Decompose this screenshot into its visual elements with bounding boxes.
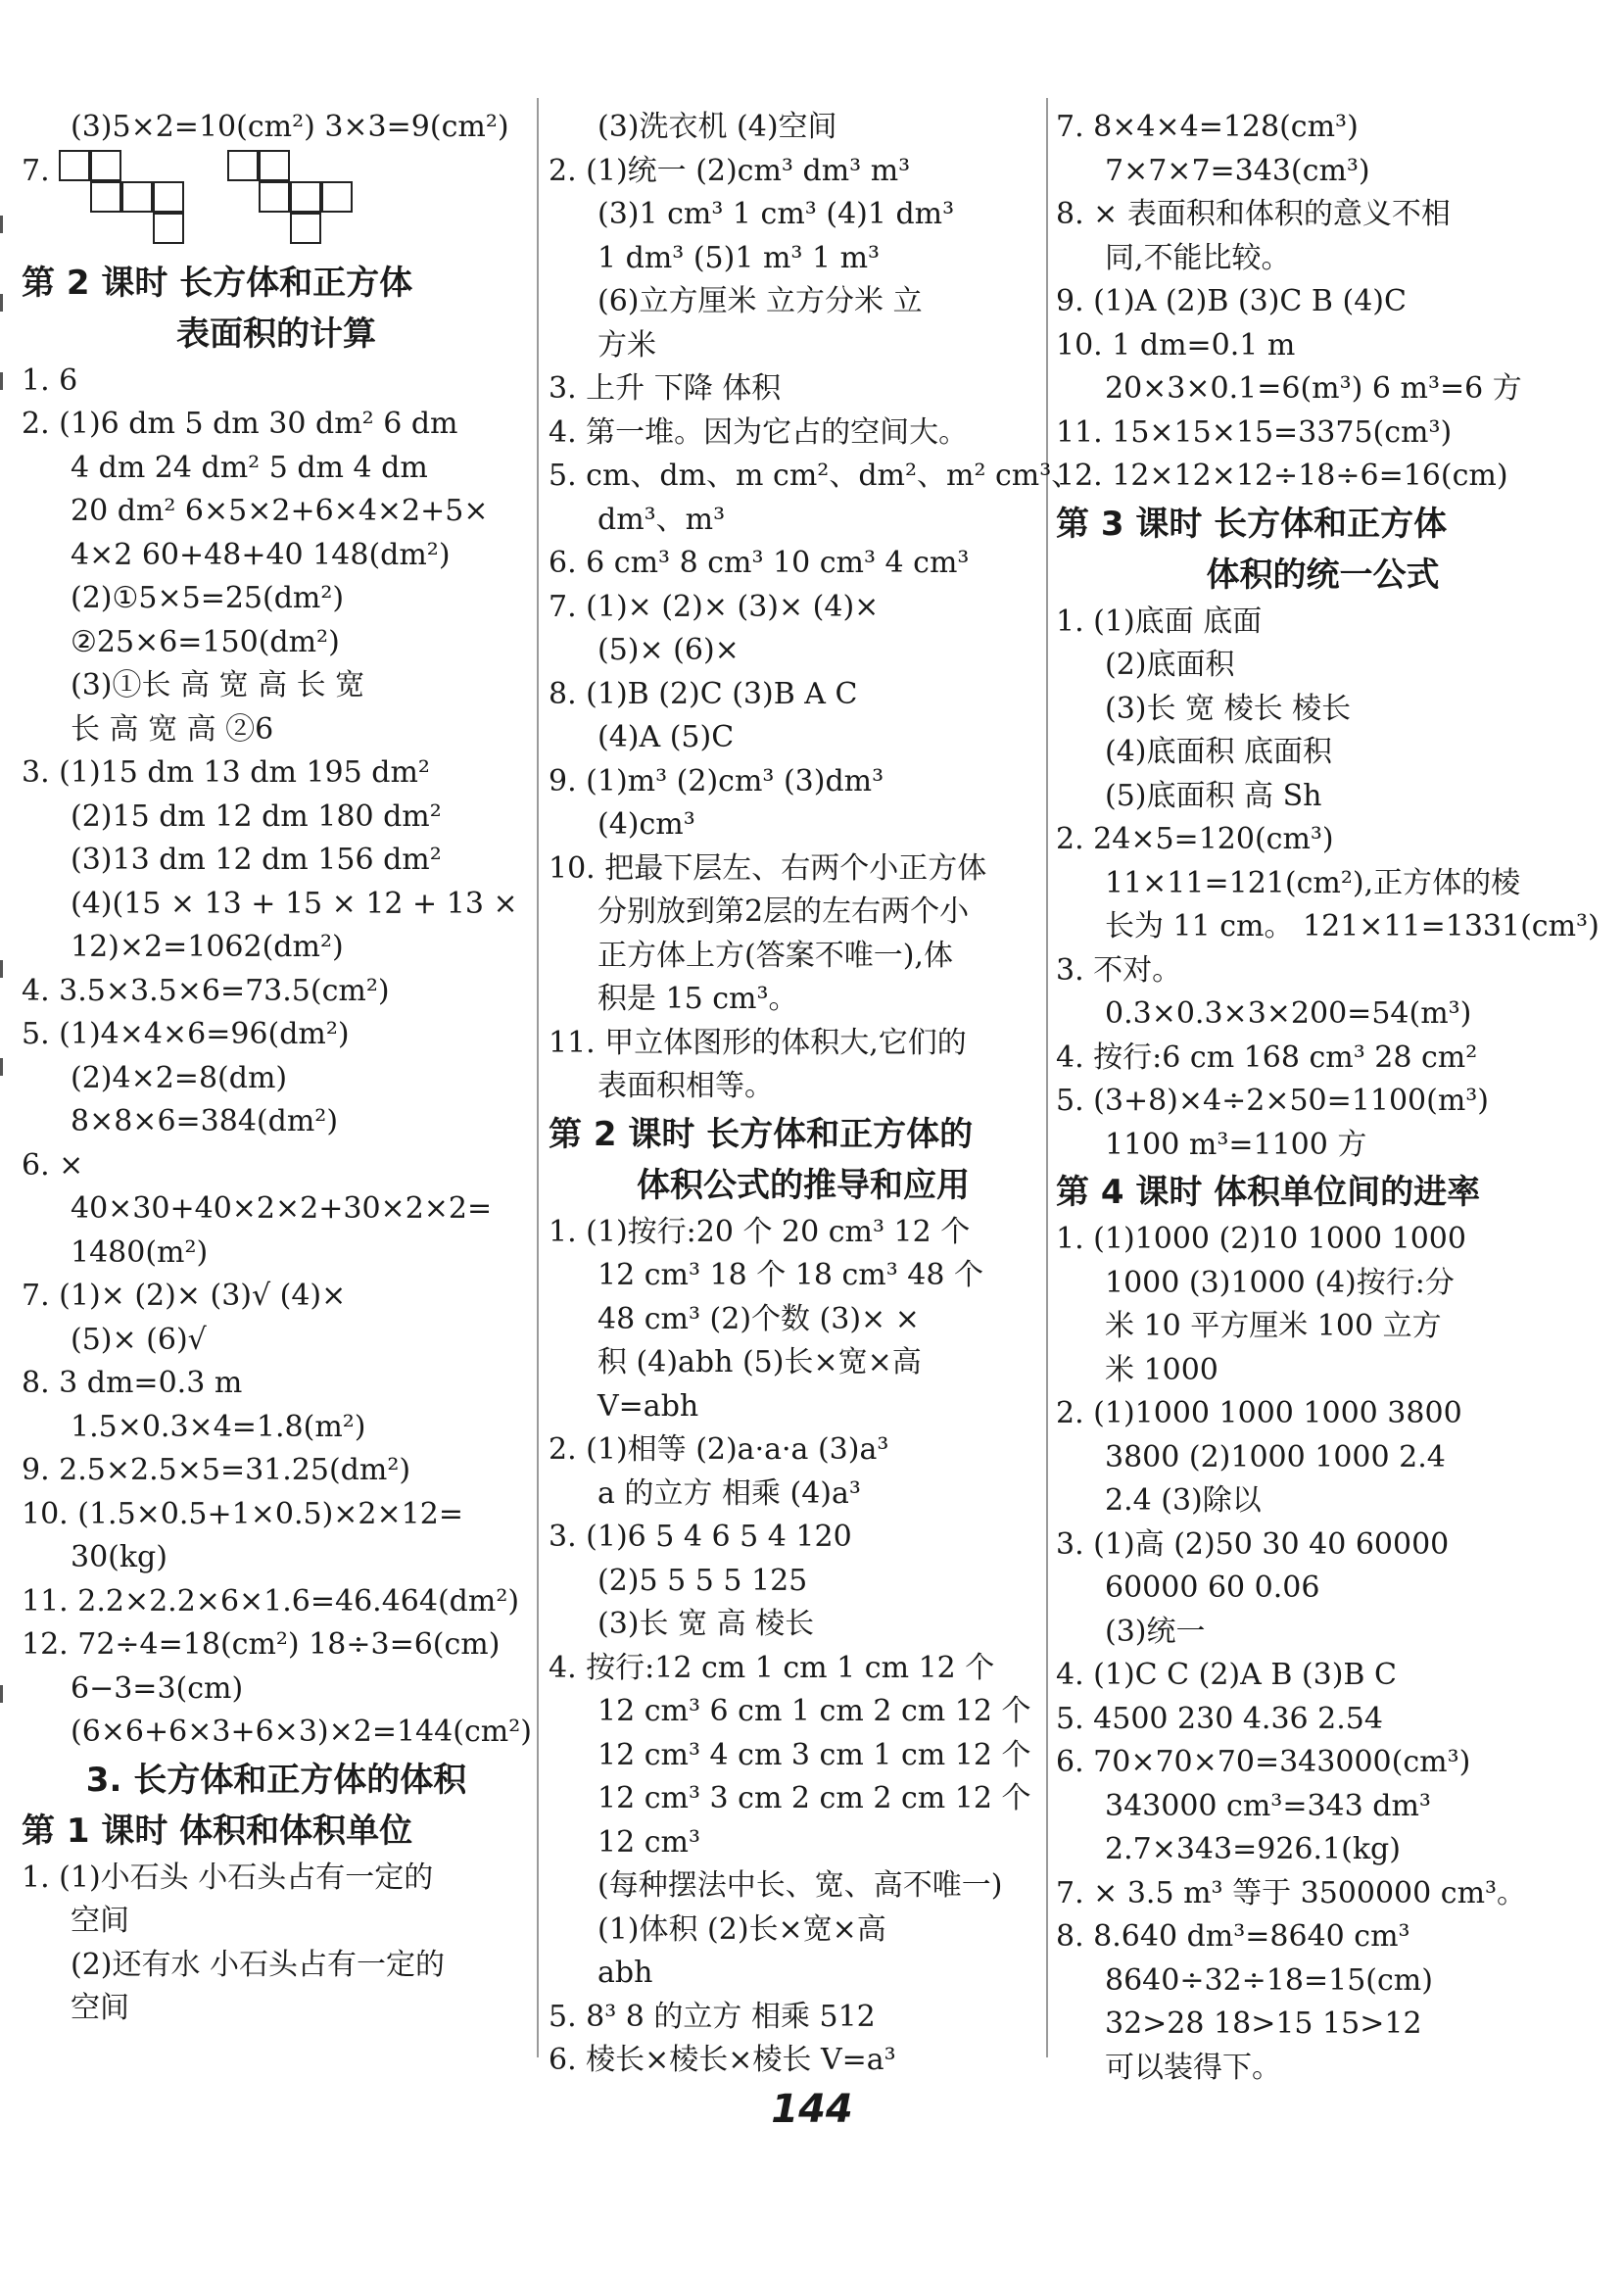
answer-line: 同,不能比较。 [1105, 240, 1291, 275]
answer-line: 4×2 60+48+40 148(dm²) [71, 537, 451, 572]
answer-line: 4. 第一堆。因为它占的空间大。 [549, 414, 969, 450]
answer-line: 5. cm、dm、m cm²、dm²、m² cm³、 [549, 459, 1081, 493]
answer-line: 3. (1)15 dm 13 dm 195 dm² [22, 755, 430, 790]
column-divider [537, 98, 539, 2057]
answer-line: 方米 [597, 327, 656, 363]
answer-line: 1 dm³ (5)1 m³ 1 m³ [597, 240, 881, 275]
answer-line: (6)立方厘米 立方分米 立 [597, 284, 923, 318]
answer-line: 12 cm³ [597, 1824, 700, 1860]
answer-line: 2. 24×5=120(cm³) [1056, 822, 1334, 856]
net-square [90, 181, 121, 213]
answer-line: 7. × 3.5 m³ 等于 3500000 cm³。 [1056, 1875, 1527, 1910]
answer-line: 6. × [22, 1147, 84, 1183]
answer-line: 20 dm² 6×5×2+6×4×2+5× [71, 494, 489, 528]
net-square [259, 150, 290, 181]
answer-line: 343000 cm³=343 dm³ [1105, 1788, 1431, 1823]
answer-line: (3)5×2=10(cm²) 3×3=9(cm²) [71, 110, 509, 144]
answer-line: 48 cm³ (2)个数 (3)× × [597, 1301, 920, 1336]
answer-line: 8. 3 dm=0.3 m [22, 1366, 243, 1400]
answer-line: (3)13 dm 12 dm 156 dm² [71, 843, 442, 877]
answer-line: 3. (1)高 (2)50 30 40 60000 [1056, 1526, 1450, 1562]
answer-line: 分别放到第2层的左右两个小 [597, 894, 970, 929]
answer-line: 2.7×343=926.1(kg) [1105, 1832, 1401, 1866]
answer-line: 2. (1)6 dm 5 dm 30 dm² 6 dm [22, 407, 458, 441]
answer-line: 空间 [71, 1991, 129, 2025]
answer-line: (5)× (6)√ [71, 1322, 207, 1357]
answer-line: 11. 2.2×2.2×6×1.6=46.464(dm²) [22, 1583, 520, 1619]
answer-line: 11×11=121(cm²),正方体的棱 [1105, 865, 1521, 900]
margin-mark [0, 960, 13, 978]
answer-line: 10. (1.5×0.5+1×0.5)×2×12= [22, 1496, 463, 1531]
answer-line: 8. × 表面积和体积的意义不相 [1056, 197, 1451, 231]
section-heading: 第 4 课时 体积单位间的进率 [1056, 1173, 1481, 1212]
answer-line: 8640÷32÷18=15(cm) [1105, 1962, 1433, 1998]
answer-line: 4. 按行:12 cm 1 cm 1 cm 12 个 [549, 1650, 995, 1685]
answer-line: 表面积相等。 [597, 1069, 774, 1103]
answer-line: 积 (4)abh (5)长×宽×高 [597, 1345, 922, 1379]
answer-line: 5. 8³ 8 的立方 相乘 512 [549, 1999, 876, 2034]
answer-line: (3)长 宽 高 棱长 [597, 1607, 815, 1641]
net-square [121, 181, 153, 213]
answer-line: a 的立方 相乘 (4)a³ [597, 1475, 861, 1511]
answer-line: dm³、m³ [597, 502, 726, 537]
margin-mark [0, 1058, 13, 1076]
net-square [290, 181, 321, 213]
section-heading: 3. 长方体和正方体的体积 [85, 1760, 467, 1800]
net-square [153, 213, 184, 244]
answer-line: (2)①5×5=25(dm²) [71, 581, 345, 615]
answer-line: 12. 12×12×12÷18÷6=16(cm) [1056, 459, 1508, 493]
answer-line: 6. 70×70×70=343000(cm³) [1056, 1745, 1471, 1779]
section-heading: 体积公式的推导和应用 [637, 1165, 970, 1205]
answer-line: 60000 60 0.06 [1105, 1571, 1320, 1605]
answer-line: 3. (1)6 5 4 6 5 4 120 [549, 1520, 852, 1554]
answer-line: 积是 15 cm³。 [597, 982, 798, 1016]
answer-line: 12 cm³ 3 cm 2 cm 2 cm 12 个 [597, 1781, 1031, 1815]
answer-line: abh [597, 1956, 653, 1990]
answer-line: (4)cm³ [597, 807, 695, 842]
answer-line: 6. 棱长×棱长×棱长 V=a³ [549, 2043, 896, 2077]
answer-line: (4)底面积 底面积 [1105, 735, 1333, 769]
answer-column-3 [1056, 106, 1600, 2090]
answer-line: 1. (1)按行:20 个 20 cm³ 12 个 [549, 1214, 971, 1249]
answer-line: ②25×6=150(dm²) [71, 624, 340, 659]
answer-line: 9. (1)m³ (2)cm³ (3)dm³ [549, 763, 884, 798]
answer-line: 米 1000 [1105, 1352, 1218, 1387]
answer-line: (2)5 5 5 5 125 [597, 1563, 808, 1598]
question-number: 7. [22, 153, 50, 188]
answer-line: 7. (1)× (2)× (3)√ (4)× [22, 1279, 347, 1313]
answer-line: 长 高 宽 高 ②6 [71, 711, 274, 747]
answer-line: 长为 11 cm。 121×11=1331(cm³) [1105, 909, 1600, 943]
answer-line: 7×7×7=343(cm³) [1105, 153, 1370, 188]
section-heading: 体积的统一公式 [1206, 555, 1440, 595]
margin-mark [0, 294, 13, 312]
answer-line: 1.5×0.3×4=1.8(m²) [71, 1409, 366, 1444]
section-heading: 第 2 课时 长方体和正方体 [22, 263, 413, 303]
answer-line: 米 10 平方厘米 100 立方 [1105, 1309, 1442, 1343]
answer-line: (3)洗衣机 (4)空间 [597, 110, 837, 144]
answer-line: 5. (1)4×4×6=96(dm²) [22, 1017, 350, 1051]
answer-line: 8×8×6=384(dm²) [71, 1104, 339, 1138]
answer-line: (5)× (6)× [597, 633, 740, 667]
margin-mark [0, 372, 13, 390]
answer-line: 10. 1 dm=0.1 m [1056, 327, 1296, 363]
answer-line: 12. 72÷4=18(cm²) 18÷3=6(cm) [22, 1627, 501, 1662]
net-square [90, 150, 121, 181]
answer-line: (1)体积 (2)长×宽×高 [597, 1911, 886, 1947]
answer-line: 7. (1)× (2)× (3)× (4)× [549, 589, 880, 624]
answer-line: (3)统一 [1105, 1614, 1206, 1649]
answer-line: 10. 把最下层左、右两个小正方体 [549, 850, 987, 886]
net-square [259, 181, 290, 213]
answer-line: 4 dm 24 dm² 5 dm 4 dm [71, 450, 428, 485]
answer-line: (3)1 cm³ 1 cm³ (4)1 dm³ [597, 197, 955, 231]
answer-line: 8. 8.640 dm³=8640 cm³ [1056, 1919, 1410, 1954]
answer-line: (3)①长 高 宽 高 长 宽 [71, 668, 365, 702]
answer-line: 11. 甲立体图形的体积大,它们的 [549, 1025, 967, 1060]
answer-line: 4. (1)C C (2)A B (3)B C [1056, 1658, 1397, 1692]
answer-line: 0.3×0.3×3×200=54(m³) [1105, 996, 1472, 1031]
answer-line: 7. 8×4×4=128(cm³) [1056, 110, 1359, 144]
answer-line: (5)底面积 高 Sh [1105, 778, 1322, 813]
net-square [59, 150, 90, 181]
answer-line: (2)15 dm 12 dm 180 dm² [71, 798, 442, 834]
answer-line: (2)底面积 [1105, 648, 1235, 682]
answer-line: 9. 2.5×2.5×5=31.25(dm²) [22, 1453, 411, 1487]
answer-line: 3800 (2)1000 1000 2.4 [1105, 1439, 1446, 1474]
page-number: 144 [771, 2087, 853, 2132]
answer-line: (4)(15 × 13 + 15 × 12 + 13 × [71, 886, 518, 921]
answer-line: 空间 [71, 1904, 129, 1938]
answer-line: 3. 上升 下降 体积 [549, 371, 782, 406]
answer-line: 8. (1)B (2)C (3)B A C [549, 676, 858, 711]
answer-line: 12 cm³ 4 cm 3 cm 1 cm 12 个 [597, 1737, 1031, 1772]
answer-column-1 [22, 106, 531, 2031]
answer-line: 11. 15×15×15=3375(cm³) [1056, 414, 1453, 450]
answer-line: 5. 4500 230 4.36 2.54 [1056, 1701, 1383, 1736]
answer-line: 20×3×0.1=6(m³) 6 m³=6 方 [1105, 371, 1522, 406]
section-heading: 第 1 课时 体积和体积单位 [22, 1811, 413, 1851]
answer-line: 1. (1)小石头 小石头占有一定的 [22, 1860, 434, 1895]
answer-line: 1480(m²) [71, 1234, 209, 1270]
section-heading: 第 2 课时 长方体和正方体的 [549, 1114, 974, 1154]
margin-mark [0, 1685, 13, 1703]
net-square [321, 181, 353, 213]
answer-line: 2. (1)统一 (2)cm³ dm³ m³ [549, 153, 911, 188]
answer-line: 30(kg) [71, 1540, 167, 1574]
answer-line: (3)长 宽 棱长 棱长 [1105, 691, 1352, 726]
section-heading: 表面积的计算 [176, 314, 376, 354]
answer-line: 9. (1)A (2)B (3)C B (4)C [1056, 284, 1407, 318]
answer-line: 1100 m³=1100 方 [1105, 1127, 1367, 1162]
answer-line: 1. 6 [22, 363, 78, 398]
net-square [153, 181, 184, 213]
answer-line: 12)×2=1062(dm²) [71, 930, 344, 964]
answer-line: V=abh [597, 1388, 699, 1424]
answer-line: 4. 按行:6 cm 168 cm³ 28 cm² [1056, 1039, 1478, 1075]
answer-column-2 [549, 106, 1081, 2083]
answer-line: 1. (1)1000 (2)10 1000 1000 [1056, 1222, 1466, 1256]
answer-line: (4)A (5)C [597, 720, 735, 754]
answer-line: 2. (1)1000 1000 1000 3800 [1056, 1396, 1462, 1430]
answer-line: 5. (3+8)×4÷2×50=1100(m³) [1056, 1084, 1490, 1118]
answer-line: 1. (1)底面 底面 [1056, 604, 1263, 639]
answer-line: (2)4×2=8(dm) [71, 1060, 288, 1095]
answer-line: 12 cm³ 6 cm 1 cm 2 cm 12 个 [597, 1694, 1031, 1728]
answer-line: 3. 不对。 [1056, 952, 1182, 988]
answer-line: 正方体上方(答案不唯一),体 [597, 938, 953, 973]
answer-line: 6−3=3(cm) [71, 1670, 244, 1706]
margin-mark [0, 216, 13, 233]
answer-line: 4. 3.5×3.5×6=73.5(cm²) [22, 973, 390, 1008]
answer-line: 2.4 (3)除以 [1105, 1483, 1262, 1518]
net-square [227, 150, 259, 181]
answer-line: (2)还有水 小石头占有一定的 [71, 1947, 446, 1982]
answer-line: (每种摆法中长、宽、高不唯一) [597, 1868, 1003, 1903]
answer-line: 可以装得下。 [1105, 2050, 1281, 2085]
answer-line: 40×30+40×2×2+30×2×2= [71, 1191, 493, 1226]
answer-line: 12 cm³ 18 个 18 cm³ 48 个 [597, 1258, 983, 1292]
answer-line: 2. (1)相等 (2)a·a·a (3)a³ [549, 1432, 889, 1467]
answer-line: 32>28 18>15 15>12 [1105, 2006, 1422, 2041]
answer-line: 1000 (3)1000 (4)按行:分 [1105, 1265, 1455, 1300]
answer-line: (6×6+6×3+6×3)×2=144(cm²) [71, 1715, 532, 1749]
net-square [290, 213, 321, 244]
answer-7-nets [22, 150, 531, 258]
answer-line: 6. 6 cm³ 8 cm³ 10 cm³ 4 cm³ [549, 546, 970, 580]
section-heading: 第 3 课时 长方体和正方体 [1056, 504, 1448, 544]
